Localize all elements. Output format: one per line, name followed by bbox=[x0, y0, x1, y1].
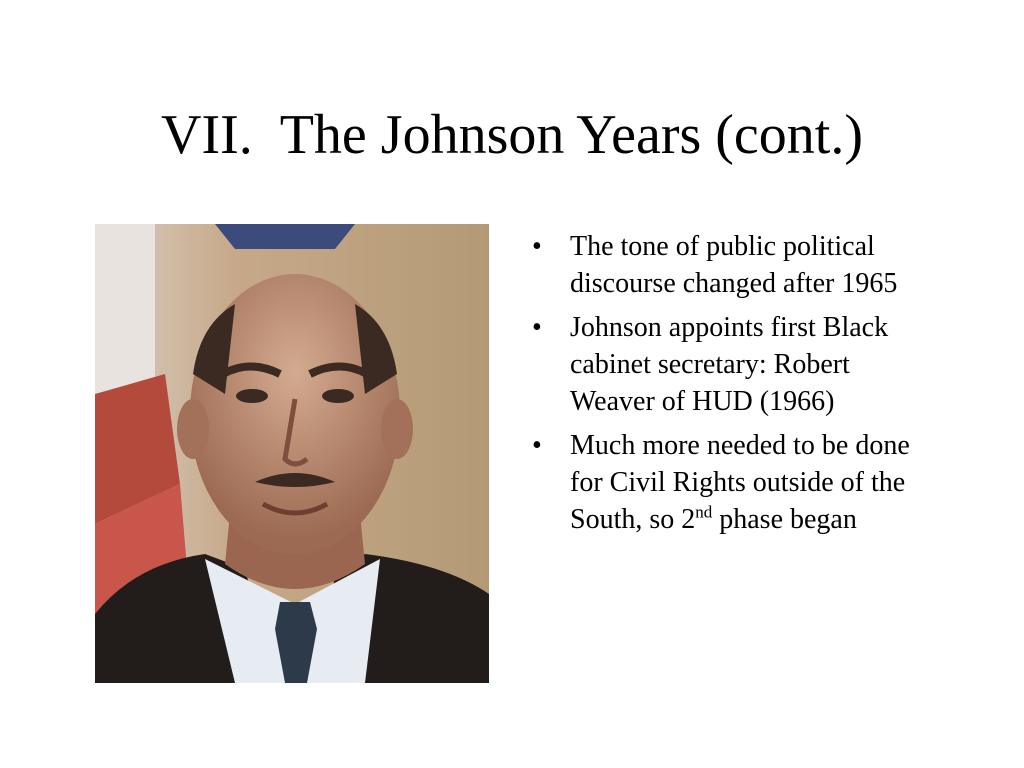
bullet-text: Johnson appoints first Black cabinet secretary: Robert Weaver of HUD (1966) bbox=[570, 312, 889, 417]
bullet-text-after: phase began bbox=[712, 504, 857, 535]
bullet-marker: • bbox=[532, 231, 542, 262]
bullet-item bbox=[530, 427, 930, 538]
bullet-item bbox=[530, 309, 930, 420]
slide-title: VII. The Johnson Years (cont.) bbox=[161, 104, 863, 166]
bullet-list bbox=[530, 228, 930, 545]
bullet-text bbox=[570, 430, 910, 535]
bullet-marker: • bbox=[532, 430, 542, 461]
bullet-text-before: Much more needed to be done for Civil Rights outside of the South, so 2 bbox=[570, 430, 910, 535]
bullet-item bbox=[530, 228, 930, 302]
portrait-image bbox=[95, 224, 489, 683]
ordinal-superscript: nd bbox=[695, 502, 713, 522]
bullet-text: The tone of public political discourse changed after 1965 bbox=[570, 231, 898, 299]
bullet-marker: • bbox=[532, 312, 542, 343]
portrait-photo bbox=[95, 224, 489, 683]
